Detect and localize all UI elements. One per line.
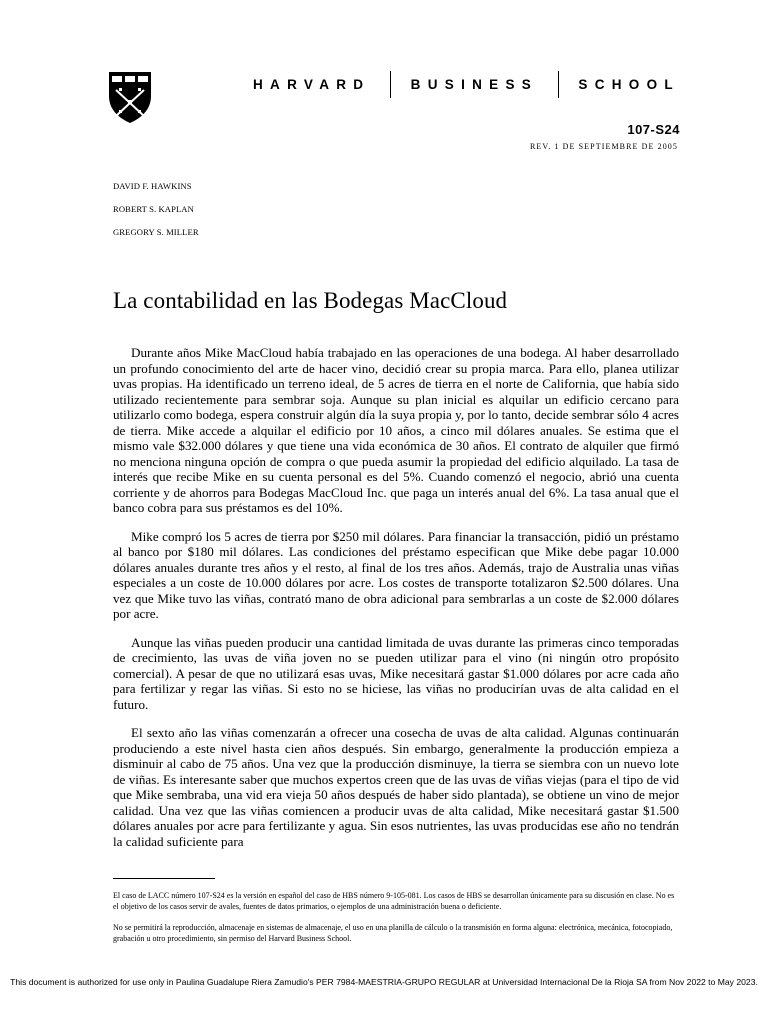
author-name: GREGORY S. MILLER: [113, 227, 199, 237]
body-text: [113, 345, 679, 862]
footnote: No se permitirá la reproducción, almacenaje en sistemas de almacenaje, el uso en una planilla de cálculo o la transmisión en forma alguna: electrónica, mecánica, fotocopiado, grabación u otro procedimiento, sin permiso del Harvard Business School.: [113, 923, 673, 943]
school-name: [253, 71, 680, 98]
author-list: [113, 180, 199, 249]
footnote: El caso de LACC número 107-S24 es la versión en español del caso de HBS número 9-105-081. Los casos de HBS se desarrollan únicamente para su discusión en clase. No es el objetivo de los casos servir de avales, fuentes de datos primarios, o ejemplos de una administración buena o deficiente.: [113, 891, 675, 911]
title-separator: [390, 71, 391, 98]
revision-date: REV. 1 DE SEPTIEMBRE DE 2005: [530, 142, 678, 151]
author-name: ROBERT S. KAPLAN: [113, 204, 194, 214]
paragraph: Durante años Mike MacCloud había trabajado en las operaciones de una bodega. Al haber desarrollado un profundo conocimiento del arte de hacer vino, decidió crear su propia marca. Para ello, planea utilizar uvas propias. Ha identificado un terreno ideal, de 5 acres de tierra en el norte de California, que había sido utilizado recientemente para sembrar soja. Aunque su plan inicial es alquilar un edificio cercano para utilizarlo como bodega, espera construir algún día la suya propia y, por lo tanto, decide sembrar sólo 4 acres de tierra. Mike accede a alquilar el edificio por 10 años, a cinco mil dólares anuales. Se estima que el mismo vale $32.000 dólares y que tiene una vida económica de 30 años. El contrato de alquiler que firmó no menciona ninguna opción de compra o que pueda asumir la propiedad del edificio alquilado. La tasa de interés que recibe Mike en su cuenta personal es del 5%. Cuando comenzó el negocio, abrió una cuenta corriente y de ahorros para Bodegas MacCloud Inc. que paga un interés anual del 6%. La tasa anual que el banco cobra para sus préstamos es del 10%.: [113, 345, 679, 515]
harvard-shield-icon: [107, 70, 153, 124]
school-word-business: BUSINESS: [410, 77, 539, 92]
case-number: 107-S24: [627, 122, 680, 137]
paragraph: Aunque las viñas pueden producir una cantidad limitada de uvas durante las primeras cinco temporadas de crecimiento, las uvas de viña joven no se pueden utilizar para el vino (ni ningún otro propósito comercial). A pesar de que no utilizará esas uvas, Mike necesitará gastar $1.000 dólares por acre cada año para fertilizar y regar las viñas. Si esto no se hiciese, las viñas no producirían uvas de alta calidad en el futuro.: [113, 634, 679, 712]
school-word-harvard: HARVARD: [253, 77, 371, 92]
school-word-school: SCHOOL: [578, 77, 680, 92]
paragraph: Mike compró los 5 acres de tierra por $250 mil dólares. Para financiar la transacción, pidió un préstamo al banco por $180 mil dólares. Las condiciones del préstamo especifican que Mike debe pagar 10.000 dólares anuales durante tres años y el resto, al final de los tres años. Además, trajo de Australia unas viñas especiales a un coste de 10.000 dólares por acre. Los costes de transporte totalizaron $2.500 dólares. Una vez que Mike tuvo las viñas, contrató mano de obra adicional para sembrarlas a un coste de $2.000 dólares por acre.: [113, 528, 679, 621]
title-separator: [558, 71, 559, 98]
footnotes: [113, 891, 679, 955]
authorization-notice: This document is authorized for use only in Paulina Guadalupe Riera Zamudio's PER 7984-MAESTRIA-GRUPO REGULAR at Universidad Internacional De la Rioja SA from Nov 2022 to May 2023.: [10, 977, 758, 987]
footnote-divider: [113, 878, 215, 879]
author-name: DAVID F. HAWKINS: [113, 181, 192, 191]
document-title: La contabilidad en las Bodegas MacCloud: [113, 288, 508, 313]
paragraph: El sexto año las viñas comenzarán a ofrecer una cosecha de uvas de alta calidad. Algunas continuarán produciendo a este nivel hasta cien años después. Sin embargo, generalmente la producción empieza a disminuir al cabo de 75 años. Una vez que la producción disminuye, la tierra se siembra con un nuevo lote de viñas. Es interesante saber que muchos expertos creen que de las uvas de viñas viejas (para el tipo de vid que Mike sembraba, una vid era vieja 50 años después de haber sido plantada), se obtiene un vino de mejor calidad. Una vez que las viñas comiencen a producir uvas de alta calidad, Mike necesitará gastar $1.500 dólares anuales por acre para fertilizante y agua. Sin esos nutrientes, las uvas producidas ese año no tendrán la calidad suficiente para: [113, 725, 679, 849]
